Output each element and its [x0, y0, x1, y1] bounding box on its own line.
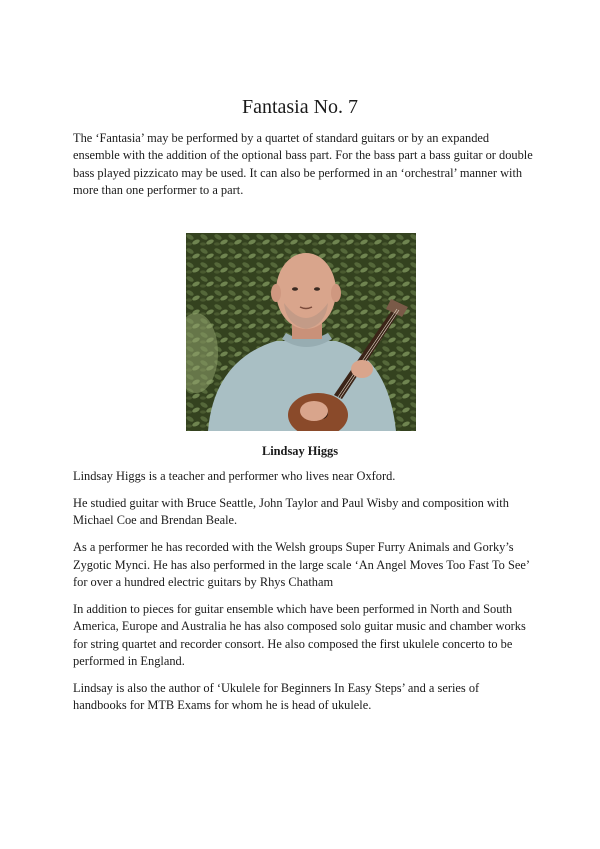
bio-paragraph: Lindsay is also the author of ‘Ukulele for Beginners In Easy Steps’ and a series of handbooks for MTB Exams for whom he is head of ukulele. — [73, 681, 480, 713]
author-photo — [186, 233, 416, 431]
page-title: Fantasia No. 7 — [241, 96, 359, 118]
bio-paragraph: As a performer he has recorded with the Welsh groups Super Furry Animals and Gorky’s Zygotic Mynci. He has also performed in the large scale ‘An Angel Moves Too Fast To See’ for over a hundred electric guitars by Rhys Chatham — [73, 540, 530, 590]
bio-paragraph: In addition to pieces for guitar ensemble which have been performed in North and South America, Europe and Australia he has also composed solo guitar music and chamber works for string quartet and recorder consort. He also composed the first ukulele concerto to be performed in England. — [73, 601, 526, 669]
intro-paragraph: The ‘Fantasia’ may be performed by a quartet of standard guitars or by an expanded ensemble with the addition of the optional bass part. For the bass part a bass guitar or double bass played pizzicato may be used. It can also be performed in an ‘orchestral’ manner with more than one performer to a part. — [73, 131, 533, 198]
photo-caption: Lindsay Higgs — [261, 444, 339, 458]
bio-paragraph: Lindsay Higgs is a teacher and performer who lives near Oxford. — [73, 469, 396, 483]
biography — [73, 468, 533, 724]
bio-paragraph: He studied guitar with Bruce Seattle, John Taylor and Paul Wisby and composition with Michael Coe and Brendan Beale. — [73, 495, 509, 528]
